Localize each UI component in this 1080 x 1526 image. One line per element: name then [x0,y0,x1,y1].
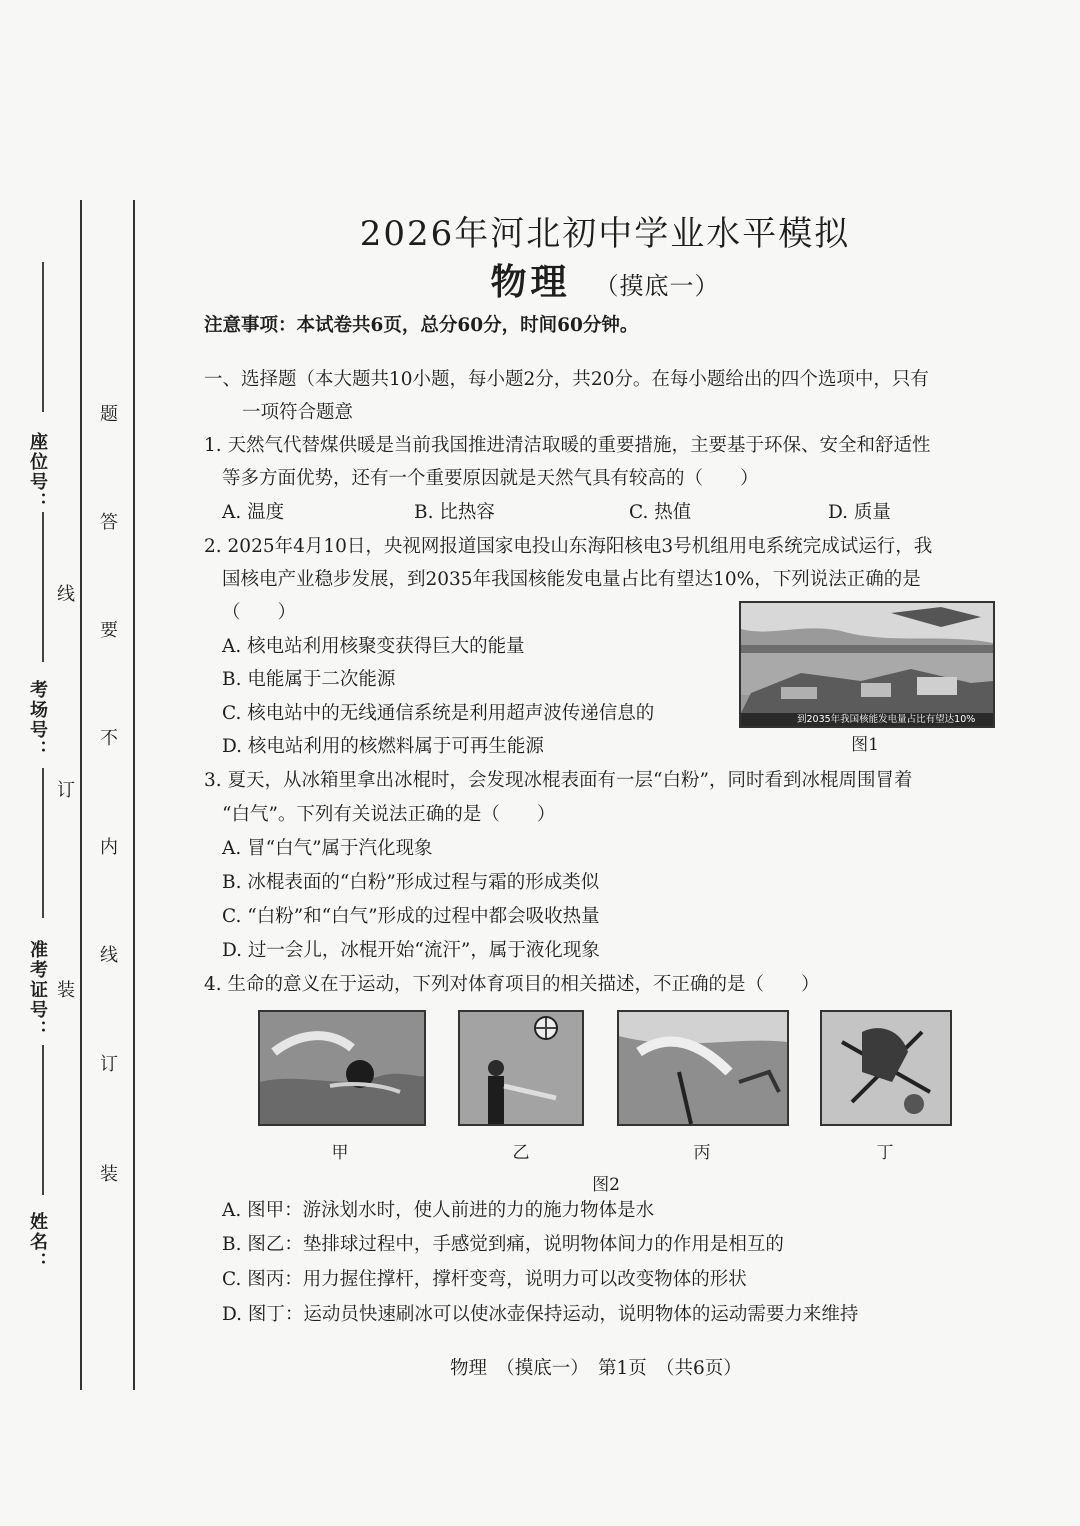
figure-2-pole-vault-image [617,1010,789,1126]
admission-ticket-label: 准考证号： [27,940,48,1040]
q3-stem-2: “白气”。下列有关说法正确的是（ ） [222,804,556,825]
inner-mark-4: 不 [100,728,118,749]
section-heading: 一、选择题（本大题共10小题，每小题2分，共20分。在每小题给出的四个选项中，只有 [204,369,929,390]
pole-vault-photo [619,1012,787,1124]
q1-stem-1: 1. 天然气代替煤供暖是当前我国推进清洁取暖的重要措施，主要基于环保、安全和舒适性 [204,435,931,456]
q1-option-d: D. 质量 [828,502,891,523]
q4-option-b: B. 图乙：垫排球过程中，手感觉到痛，说明物体间力的作用是相互的 [222,1234,784,1255]
q2-stem-3: （ ） [222,602,297,623]
inner-mark-7: 订 [100,1054,118,1075]
q4-option-c: C. 图丙：用力握住撑杆，撑杆变弯，说明力可以改变物体的形状 [222,1269,747,1290]
margin-line-left [80,200,82,1390]
figure-1-overlay-text: 到2035年我国核能发电量占比有望达10% [797,714,976,725]
figure-2-label-ding: 丁 [876,1143,894,1163]
q3-stem-1: 3. 夏天，从冰箱里拿出冰棍时，会发现冰棍表面有一层“白粉”，同时看到冰棍周围冒着 [204,770,913,791]
q4-option-a: A. 图甲：游泳划水时，使人前进的力的施力物体是水 [222,1200,655,1221]
q3-option-c: C. “白粉”和“白气”形成的过程中都会吸收热量 [222,906,600,927]
q1-option-b: B. 比热容 [414,502,495,523]
curling-photo [822,1012,950,1124]
q2-option-b: B. 电能属于二次能源 [222,669,396,690]
q2-option-a: A. 核电站利用核聚变获得巨大的能量 [222,636,525,657]
exam-room-blank [42,512,44,662]
q1-option-c: C. 热值 [629,502,692,523]
subject-title [200,254,1010,305]
figure-2-label-jia: 甲 [331,1143,349,1163]
q3-option-a: A. 冒“白气”属于汽化现象 [222,838,433,859]
edition-label: （摸底一） [594,272,720,300]
figure-2-label-bing: 丙 [693,1143,711,1163]
q2-option-c: C. 核电站中的无线通信系统是利用超声波传递信息的 [222,703,655,724]
q4-stem: 4. 生命的意义在于运动，下列对体育项目的相关描述，不正确的是（ ） [204,974,820,995]
margin-mark-bind: 订 [57,780,75,801]
nuclear-plant-photo [741,603,993,726]
name-label: 姓名： [27,1212,48,1272]
volleyball-photo [460,1012,582,1124]
q1-option-a: A. 温度 [222,502,285,523]
q1-stem-2: 等多方面优势，还有一个重要原因就是天然气具有较高的（ ） [222,468,759,489]
figure-2-caption: 图2 [592,1175,620,1195]
inner-mark-8: 装 [100,1164,118,1185]
inner-mark-5: 内 [100,837,118,858]
q2-stem-2: 国核电产业稳步发展，到2035年我国核能发电量占比有望达10%，下列说法正确的是 [222,569,921,590]
figure-1-caption: 图1 [851,735,879,755]
name-blank [42,1045,44,1195]
inner-mark-3: 要 [100,620,118,641]
q3-option-b: B. 冰棍表面的“白粉”形成过程与霜的形成类似 [222,872,600,893]
q2-option-d: D. 核电站利用的核燃料属于可再生能源 [222,736,544,757]
q3-option-d: D. 过一会儿，冰棍开始“流汗”，属于液化现象 [222,940,600,961]
figure-2-curling-image [820,1010,952,1126]
section-heading-cont: 一项符合题意 [242,402,354,423]
figure-2-label-yi: 乙 [512,1143,530,1163]
margin-line-right [133,200,135,1390]
seat-number-blank [42,262,44,412]
notice: 注意事项：本试卷共6页，总分60分，时间60分钟。 [204,315,639,336]
figure-2-swimming-image [258,1010,426,1126]
seat-number-label: 座位号： [27,432,48,512]
inner-mark-6: 线 [100,945,118,966]
figure-2-volleyball-image [458,1010,584,1126]
q4-option-d: D. 图丁：运动员快速刷冰可以使冰壶保持运动，说明物体的运动需要力来维持 [222,1304,859,1325]
figure-1-nuclear-plant-image [739,601,995,728]
margin-mark-staple: 装 [57,980,75,1001]
q2-stem-1: 2. 2025年4月10日，央视网报道国家电投山东海阳核电3号机组用电系统完成试运行，我 [204,536,933,557]
inner-mark-1: 题 [100,404,118,425]
subject-name: 物理 [490,261,571,303]
inner-mark-2: 答 [100,512,118,533]
swimmer-photo [260,1012,424,1124]
margin-mark-line: 线 [57,584,75,605]
admission-ticket-blank [42,768,44,918]
page-footer: 物理 （摸底一） 第1页 （共6页） [450,1358,742,1379]
exam-title: 2026年河北初中学业水平模拟 [359,214,851,254]
exam-room-label: 考场号： [27,680,48,760]
